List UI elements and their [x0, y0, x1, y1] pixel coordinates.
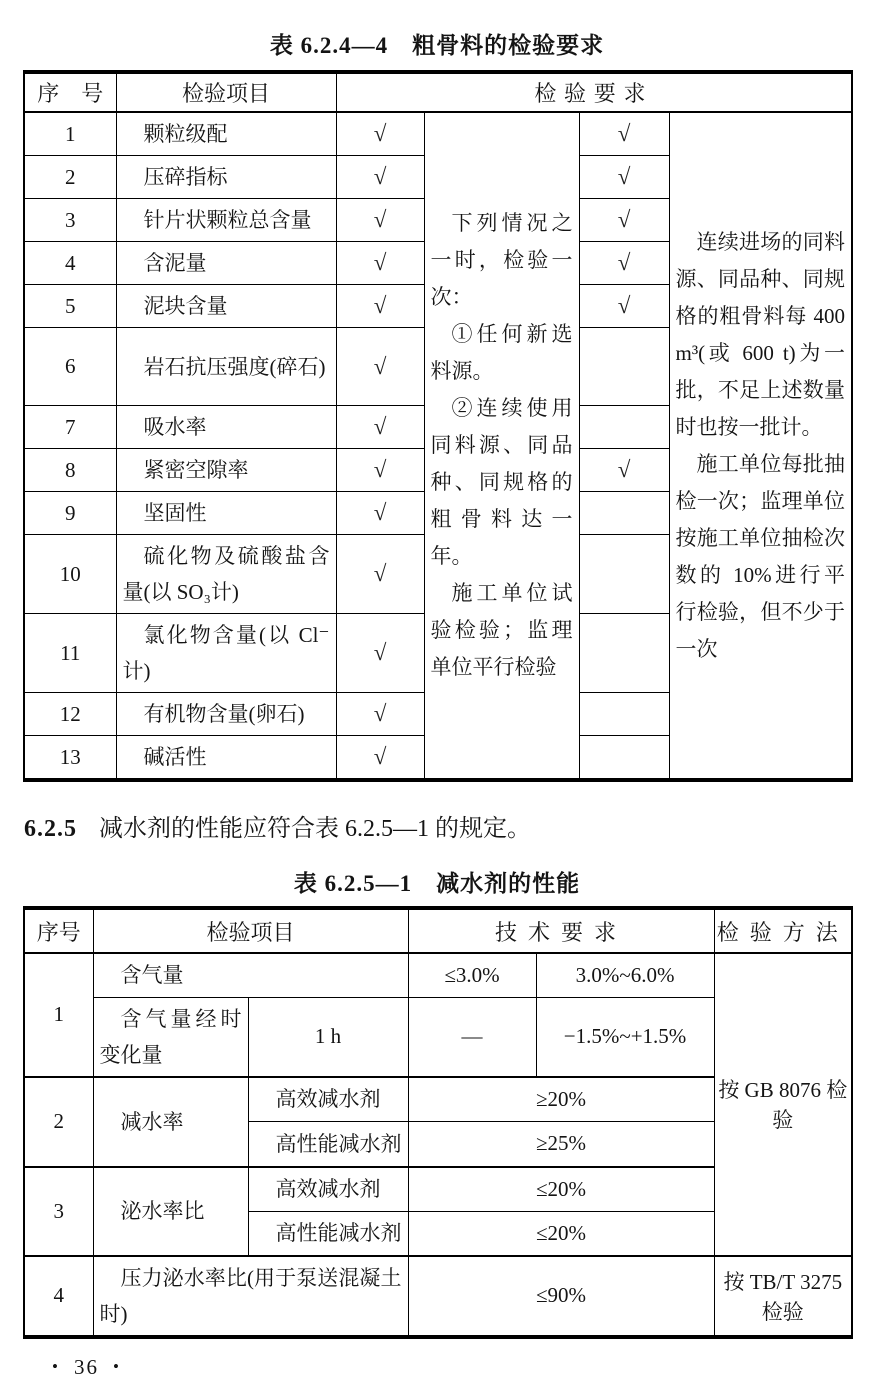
t1-header-no: 序 号 — [24, 72, 116, 112]
serial-cell: 6 — [24, 328, 116, 406]
table2-water-reducer — [23, 906, 853, 1339]
subitem-text: 高效减水剂 — [275, 1087, 381, 1112]
item-cell — [116, 693, 336, 736]
table-row — [24, 1256, 852, 1337]
situation-paragraph: ②连续使用同料源、同品种、同规格的粗骨料达一年。 — [430, 396, 573, 568]
item-text: 紧密空隙率 — [143, 458, 249, 482]
situation-cell — [424, 112, 579, 780]
batch-paragraph: 施工单位每批抽检一次；监理单位按施工单位抽检次数的 10%进行平行检验，但不少于一次 — [675, 451, 845, 661]
item-cell — [93, 953, 408, 997]
requirement-cell: ≥25% — [408, 1122, 714, 1167]
item-text: 颗粒级配 — [143, 122, 228, 146]
item-cell — [116, 492, 336, 535]
serial-cell: 1 — [24, 112, 116, 156]
situation-paragraph: 下列情况之一时，检验一次： — [430, 211, 573, 309]
check-cell: √ — [579, 449, 669, 492]
item-cell — [116, 614, 336, 693]
item-text: 碱活性 — [143, 745, 207, 769]
table2-header-row — [24, 908, 852, 953]
requirement-cell: — — [408, 997, 536, 1077]
serial-cell: 5 — [24, 285, 116, 328]
table1-title: 表 6.2.4—4 粗骨料的检验要求 — [269, 33, 605, 58]
check-cell: √ — [336, 328, 424, 406]
table2-title: 表 6.2.5—1 减水剂的性能 — [293, 871, 581, 896]
duration-cell: 1 h — [248, 997, 408, 1077]
item-cell — [116, 242, 336, 285]
subitem-cell — [248, 1167, 408, 1212]
serial-cell: 11 — [24, 614, 116, 693]
serial-cell: 8 — [24, 449, 116, 492]
check-cell: √ — [336, 406, 424, 449]
item-text: 硫化物及硫酸盐含量(以 SO₃计) — [122, 544, 330, 604]
item-cell — [116, 285, 336, 328]
item-cell — [93, 1256, 408, 1337]
situation-paragraph: 施工单位试验检验；监理单位平行检验 — [430, 581, 573, 679]
check-cell: √ — [579, 242, 669, 285]
t2-header-no: 序号 — [24, 908, 93, 953]
t1-header-requirement: 检验要求 — [336, 72, 852, 112]
check-cell: √ — [336, 449, 424, 492]
item-text: 泥块含量 — [143, 294, 228, 318]
check-cell: √ — [336, 285, 424, 328]
item-text: 减水率 — [120, 1109, 184, 1134]
serial-cell: 3 — [24, 199, 116, 242]
requirement-cell: ≥20% — [408, 1077, 714, 1122]
serial-cell: 10 — [24, 535, 116, 614]
page-number-value: 36 — [73, 1354, 99, 1379]
check-cell: √ — [336, 614, 424, 693]
serial-cell: 1 — [24, 953, 93, 1077]
batch-cell — [669, 112, 852, 780]
subitem-text: 高效减水剂 — [275, 1177, 381, 1202]
footer-left-dot: • — [52, 1356, 60, 1376]
check-cell: √ — [579, 199, 669, 242]
serial-cell: 7 — [24, 406, 116, 449]
batch-paragraph: 连续进场的同料源、同品种、同规格的粗骨料每 400 m³(或 600 t)为一批，不足上述数量时也按一批计。 — [675, 229, 845, 439]
subitem-text: 高性能减水剂 — [275, 1131, 402, 1156]
check-cell — [579, 535, 669, 614]
section-6-2-5 — [24, 808, 874, 843]
method-cell-gb8076: 按 GB 8076 检验 — [714, 953, 852, 1256]
item-text: 氯化物含量(以 Cl⁻计) — [122, 623, 330, 683]
footer-right-dot: • — [112, 1356, 121, 1376]
item-text: 有机物含量(卵石) — [143, 702, 305, 726]
situation-paragraph: ①任何新选料源。 — [430, 322, 573, 383]
requirement-cell: ≤90% — [408, 1256, 714, 1337]
serial-cell: 4 — [24, 242, 116, 285]
item-cell — [93, 997, 248, 1077]
serial-cell: 2 — [24, 156, 116, 199]
serial-cell: 9 — [24, 492, 116, 535]
method-cell-tbt3275: 按 TB/T 3275 检验 — [714, 1256, 852, 1337]
requirement-cell: ≤20% — [408, 1167, 714, 1212]
check-cell: √ — [336, 492, 424, 535]
serial-cell: 2 — [24, 1077, 93, 1167]
subitem-text: 高性能减水剂 — [275, 1221, 402, 1246]
item-cell — [116, 736, 336, 781]
item-cell — [116, 449, 336, 492]
check-cell: √ — [336, 242, 424, 285]
subitem-cell — [248, 1212, 408, 1256]
table1-header-row — [24, 72, 852, 112]
item-text: 含泥量 — [143, 251, 207, 275]
item-text: 含气量 — [120, 963, 184, 988]
table-row — [24, 953, 852, 997]
serial-cell: 3 — [24, 1167, 93, 1256]
item-cell — [116, 199, 336, 242]
item-text: 泌水率比 — [120, 1199, 205, 1223]
check-cell: √ — [336, 535, 424, 614]
check-cell — [579, 492, 669, 535]
item-text: 含气量经时变化量 — [99, 1006, 242, 1067]
page-number — [52, 1355, 874, 1380]
check-cell: √ — [579, 285, 669, 328]
t2-header-method: 检验方法 — [714, 908, 852, 953]
subitem-cell — [248, 1077, 408, 1122]
item-cell — [93, 1167, 248, 1256]
table-row — [24, 112, 852, 156]
check-cell — [579, 328, 669, 406]
item-cell — [116, 406, 336, 449]
item-text: 压碎指标 — [143, 165, 228, 189]
item-cell — [116, 535, 336, 614]
item-cell — [116, 328, 336, 406]
check-cell — [579, 406, 669, 449]
check-cell — [579, 693, 669, 736]
item-cell — [116, 156, 336, 199]
serial-cell: 13 — [24, 736, 116, 781]
section-number: 6.2.5 — [24, 816, 77, 842]
t1-header-item: 检验项目 — [116, 72, 336, 112]
section-text: 减水剂的性能应符合表 6.2.5—1 的规定。 — [99, 816, 531, 842]
table1-coarse-aggregate — [23, 70, 853, 782]
serial-cell: 4 — [24, 1256, 93, 1337]
item-text: 针片状颗粒总含量 — [143, 208, 312, 232]
requirement-cell: 3.0%~6.0% — [536, 953, 714, 997]
check-cell: √ — [336, 693, 424, 736]
item-cell — [116, 112, 336, 156]
check-cell: √ — [336, 736, 424, 781]
check-cell: √ — [336, 156, 424, 199]
item-text: 坚固性 — [143, 501, 207, 525]
serial-cell: 12 — [24, 693, 116, 736]
item-text: 岩石抗压强度(碎石) — [143, 354, 326, 379]
requirement-cell: ≤20% — [408, 1212, 714, 1256]
item-cell — [93, 1077, 248, 1167]
check-cell: √ — [579, 112, 669, 156]
item-text: 吸水率 — [143, 415, 207, 439]
check-cell — [579, 614, 669, 693]
check-cell: √ — [336, 112, 424, 156]
check-cell: √ — [336, 199, 424, 242]
requirement-cell: −1.5%~+1.5% — [536, 997, 714, 1077]
check-cell — [579, 736, 669, 781]
check-cell: √ — [579, 156, 669, 199]
subitem-cell — [248, 1122, 408, 1167]
requirement-cell: ≤3.0% — [408, 953, 536, 997]
t2-header-item: 检验项目 — [93, 908, 408, 953]
t2-header-requirement: 技术要求 — [408, 908, 714, 953]
item-text: 压力泌水率比(用于泵送混凝土时) — [99, 1265, 402, 1326]
